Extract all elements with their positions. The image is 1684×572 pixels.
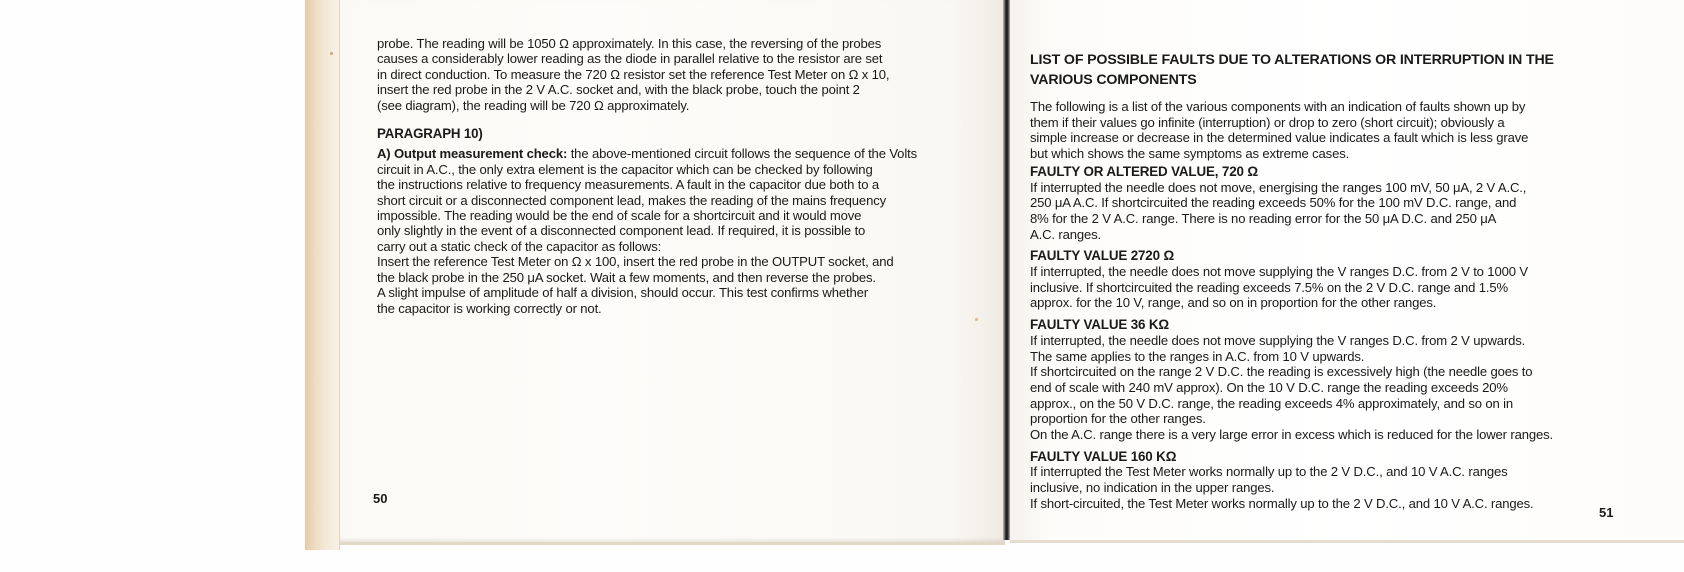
output-check-block <box>377 146 984 315</box>
text-line: If interrupted, the needle does not move supplying the V ranges D.C. from 2 V to 1000 V <box>1030 264 1528 280</box>
text-line: A.C. ranges. <box>1030 226 1101 242</box>
text-line: If interrupted the needle does not move, energising the ranges 100 mV, 50 μA, 2 V A.C., <box>1030 179 1527 195</box>
faults-intro <box>1030 99 1645 162</box>
text-line: probe. The reading will be 1050 Ω approximately. In this case, the reversing of the probes <box>377 36 882 51</box>
text-line: the black probe in the 250 μA socket. Wait a few moments, and then reverse the probes. <box>377 269 876 285</box>
text-line: (see diagram), the reading will be 720 Ω approximately. <box>377 97 690 113</box>
right-page-text <box>1030 50 1645 512</box>
text-line: If interrupted, the needle does not move supplying the V ranges D.C. from 2 V upwards. <box>1030 332 1526 348</box>
left-page-edge <box>305 0 340 550</box>
text-line: On the A.C. range there is a very large error in excess which is reduced for the lower ranges. <box>1030 427 1553 443</box>
paragraph-heading: PARAGRAPH 10) <box>377 126 483 142</box>
fault-heading: FAULTY VALUE 2720 Ω <box>1030 248 1175 264</box>
text-line: The following is a list of the various components with an indication of faults shown up by <box>1030 99 1526 114</box>
text-line: impossible. The reading would be the end of scale for a shortcircuit and it would move <box>377 208 862 224</box>
left-page-text <box>377 36 984 316</box>
text-line: The same applies to the ranges in A.C. from 10 V upwards. <box>1030 348 1365 364</box>
text-line: the capacitor is working correctly or not. <box>377 300 602 316</box>
text-line: If interrupted the Test Meter works normally up to the 2 V D.C., and 10 V A.C. ranges <box>1030 464 1508 480</box>
text-line: carry out a static check of the capacitor as follows: <box>377 238 662 254</box>
text-line: but which shows the same symptoms as extreme cases. <box>1030 146 1350 162</box>
text-line: them if their values go infinite (interruption) or drop to zero (short circuit); obviously a <box>1030 114 1505 130</box>
text-line: causes a considerably lower reading as the diode in parallel relative to the resistor are set <box>377 51 883 67</box>
text-line: the instructions relative to frequency measurements. A fault in the capacitor due both to a <box>377 177 880 193</box>
text-line: If shortcircuited on the range 2 V D.C. the reading is excessively high (the needle goes to <box>1030 364 1533 380</box>
text-line: only slightly in the event of a disconnected component lead. If required, it is possible to <box>377 223 866 239</box>
fault-heading: FAULTY VALUE 160 KΩ <box>1030 448 1177 464</box>
title-line: LIST OF POSSIBLE FAULTS DUE TO ALTERATIONS OR INTERRUPTION IN THE <box>1030 52 1554 68</box>
paper-speck <box>330 52 333 55</box>
text-line: insert the red probe in the 2 V A.C. socket and, with the black probe, touch the point 2 <box>377 82 860 98</box>
text-line: circuit in A.C., the only extra element is the capacitor which can be checked by following <box>377 161 873 177</box>
text-line: 250 μA A.C. If shortcircuited the reading exceeds 50% for the 100 mV D.C. range, and <box>1030 195 1517 211</box>
fault-heading: FAULTY VALUE 36 KΩ <box>1030 317 1169 333</box>
fault-2720 <box>1030 248 1645 311</box>
text-fragment: the above-mentioned circuit follows the sequence of the Volts <box>567 146 917 162</box>
title-line: VARIOUS COMPONENTS <box>1030 72 1197 88</box>
text-line: in direct conduction. To measure the 720 Ω resistor set the reference Test Meter on Ω x 10, <box>377 66 890 82</box>
text-line: inclusive. If shortcircuited the reading exceeds 7.5% on the 2 V D.C. range and 1.5% <box>1030 279 1508 295</box>
book-gutter <box>1003 0 1010 540</box>
text-line: A slight impulse of amplitude of half a division, should occur. This test confirms whether <box>377 285 868 301</box>
text-line: Insert the reference Test Meter on Ω x 100, insert the red probe in the OUTPUT socket, and <box>377 254 894 270</box>
fault-36k <box>1030 317 1645 443</box>
page-number-right: 51 <box>1599 505 1614 520</box>
text-line: If short-circuited, the Test Meter works normally up to the 2 V D.C., and 10 V A.C. ranges. <box>1030 495 1534 511</box>
page-number-left: 50 <box>373 491 388 506</box>
text-line: proportion for the other ranges. <box>1030 411 1206 427</box>
text-line: short circuit or a disconnected component lead, makes the reading of the mains frequency <box>377 192 887 208</box>
section-title <box>1030 50 1645 90</box>
text-line: approx. for the 10 V, range, and so on in proportion for the other ranges. <box>1030 295 1437 311</box>
left-intro <box>377 36 984 113</box>
text-line: inclusive, no indication in the upper ranges. <box>1030 480 1275 496</box>
fault-720 <box>1030 164 1645 243</box>
text-line: 8% for the 2 V A.C. range. There is no reading error for the 50 μA D.C. and 250 μA <box>1030 210 1497 226</box>
text-line: end of scale with 240 mV approx). On the 10 V D.C. range the reading exceeds 20% <box>1030 379 1508 395</box>
text-line: simple increase or decrease in the determined value indicates a fault which is less grave <box>1030 130 1529 146</box>
output-check-label: A) Output measurement check: <box>377 146 568 162</box>
fault-160k <box>1030 449 1645 512</box>
paper-speck <box>975 318 978 321</box>
fault-heading: FAULTY OR ALTERED VALUE, 720 Ω <box>1030 163 1258 179</box>
text-line: approx., on the 50 V D.C. range, the reading exceeds 4% approximately, and so on in <box>1030 395 1513 411</box>
text-line <box>377 146 984 161</box>
